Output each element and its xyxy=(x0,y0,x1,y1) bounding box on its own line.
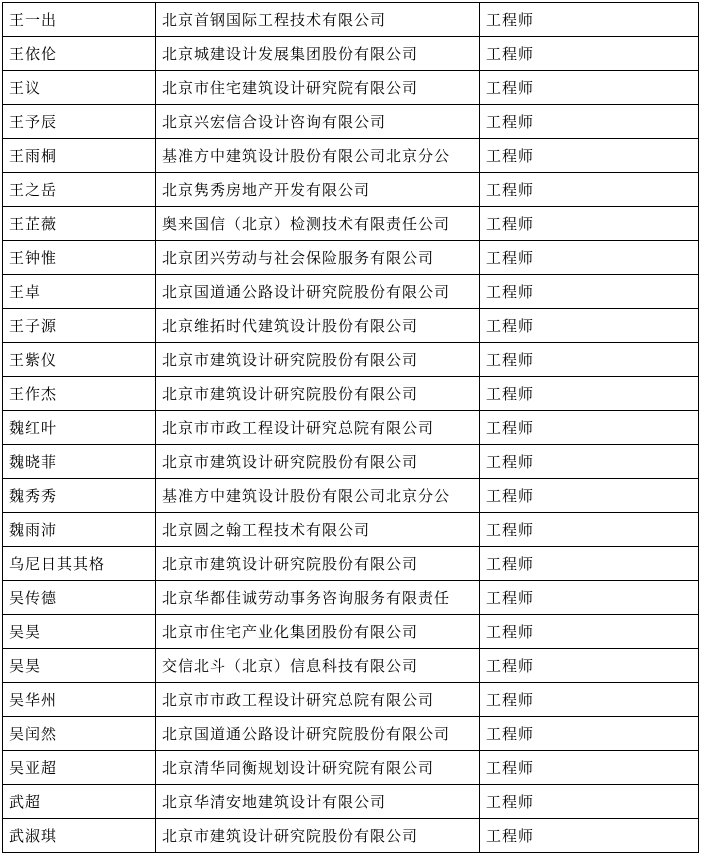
job-title-cell: 工程师 xyxy=(480,275,699,309)
person-name-cell: 乌尼日其其格 xyxy=(3,547,156,581)
job-title-cell: 工程师 xyxy=(480,513,699,547)
table-row xyxy=(3,479,699,513)
table-row xyxy=(3,547,699,581)
table-row xyxy=(3,785,699,819)
organization-cell: 北京首钢国际工程技术有限公司 xyxy=(156,3,480,37)
person-name-cell: 王予辰 xyxy=(3,105,156,139)
table-row xyxy=(3,343,699,377)
organization-cell: 北京国道通公路设计研究院股份有限公司 xyxy=(156,717,480,751)
job-title-cell: 工程师 xyxy=(480,105,699,139)
organization-cell: 北京市市政工程设计研究总院有限公司 xyxy=(156,683,480,717)
table-row xyxy=(3,615,699,649)
organization-cell: 北京市建筑设计研究院股份有限公司 xyxy=(156,377,480,411)
person-name-cell: 武淑琪 xyxy=(3,819,156,853)
job-title-cell: 工程师 xyxy=(480,785,699,819)
table-row xyxy=(3,309,699,343)
person-name-cell: 王一出 xyxy=(3,3,156,37)
person-name-cell: 王议 xyxy=(3,71,156,105)
person-name-cell: 魏红叶 xyxy=(3,411,156,445)
organization-cell: 北京市建筑设计研究院股份有限公司 xyxy=(156,819,480,853)
table-row xyxy=(3,37,699,71)
table-row xyxy=(3,411,699,445)
organization-cell: 北京华清安地建筑设计有限公司 xyxy=(156,785,480,819)
job-title-cell: 工程师 xyxy=(480,411,699,445)
job-title-cell: 工程师 xyxy=(480,309,699,343)
job-title-cell: 工程师 xyxy=(480,241,699,275)
person-name-cell: 王之岳 xyxy=(3,173,156,207)
table-row xyxy=(3,71,699,105)
job-title-cell: 工程师 xyxy=(480,683,699,717)
organization-cell: 北京清华同衡规划设计研究院有限公司 xyxy=(156,751,480,785)
table-row xyxy=(3,445,699,479)
organization-cell: 北京国道通公路设计研究院股份有限公司 xyxy=(156,275,480,309)
table-row xyxy=(3,377,699,411)
personnel-table xyxy=(2,2,699,853)
table-row xyxy=(3,105,699,139)
organization-cell: 北京市建筑设计研究院股份有限公司 xyxy=(156,445,480,479)
organization-cell: 北京团兴劳动与社会保险服务有限公司 xyxy=(156,241,480,275)
table-row xyxy=(3,173,699,207)
organization-cell: 北京市住宅建筑设计研究院有限公司 xyxy=(156,71,480,105)
organization-cell: 北京市市政工程设计研究总院有限公司 xyxy=(156,411,480,445)
person-name-cell: 王作杰 xyxy=(3,377,156,411)
person-name-cell: 王雨桐 xyxy=(3,139,156,173)
organization-cell: 奥来国信（北京）检测技术有限责任公司 xyxy=(156,207,480,241)
table-row xyxy=(3,3,699,37)
table-row xyxy=(3,139,699,173)
person-name-cell: 吴传德 xyxy=(3,581,156,615)
person-name-cell: 王紫仪 xyxy=(3,343,156,377)
job-title-cell: 工程师 xyxy=(480,173,699,207)
person-name-cell: 王依伦 xyxy=(3,37,156,71)
table-row xyxy=(3,207,699,241)
job-title-cell: 工程师 xyxy=(480,547,699,581)
table-row xyxy=(3,717,699,751)
job-title-cell: 工程师 xyxy=(480,377,699,411)
person-name-cell: 魏雨沛 xyxy=(3,513,156,547)
job-title-cell: 工程师 xyxy=(480,581,699,615)
table-row xyxy=(3,581,699,615)
person-name-cell: 王芷薇 xyxy=(3,207,156,241)
organization-cell: 北京市建筑设计研究院股份有限公司 xyxy=(156,343,480,377)
organization-cell: 北京市建筑设计研究院股份有限公司 xyxy=(156,547,480,581)
job-title-cell: 工程师 xyxy=(480,139,699,173)
person-name-cell: 武超 xyxy=(3,785,156,819)
job-title-cell: 工程师 xyxy=(480,751,699,785)
organization-cell: 北京隽秀房地产开发有限公司 xyxy=(156,173,480,207)
organization-cell: 北京华都佳诚劳动事务咨询服务有限责任 xyxy=(156,581,480,615)
table-row xyxy=(3,683,699,717)
job-title-cell: 工程师 xyxy=(480,207,699,241)
job-title-cell: 工程师 xyxy=(480,3,699,37)
organization-cell: 北京市住宅产业化集团股份有限公司 xyxy=(156,615,480,649)
person-name-cell: 王子源 xyxy=(3,309,156,343)
job-title-cell: 工程师 xyxy=(480,479,699,513)
organization-cell: 北京城建设计发展集团股份有限公司 xyxy=(156,37,480,71)
person-name-cell: 吴亚超 xyxy=(3,751,156,785)
person-name-cell: 魏晓菲 xyxy=(3,445,156,479)
job-title-cell: 工程师 xyxy=(480,343,699,377)
table-row xyxy=(3,241,699,275)
table-row xyxy=(3,751,699,785)
job-title-cell: 工程师 xyxy=(480,445,699,479)
organization-cell: 交信北斗（北京）信息科技有限公司 xyxy=(156,649,480,683)
table-row xyxy=(3,513,699,547)
person-name-cell: 王钟惟 xyxy=(3,241,156,275)
job-title-cell: 工程师 xyxy=(480,649,699,683)
table-row xyxy=(3,819,699,853)
person-name-cell: 吴闰然 xyxy=(3,717,156,751)
person-name-cell: 王卓 xyxy=(3,275,156,309)
organization-cell: 北京兴宏信合设计咨询有限公司 xyxy=(156,105,480,139)
person-name-cell: 吴华州 xyxy=(3,683,156,717)
job-title-cell: 工程师 xyxy=(480,819,699,853)
organization-cell: 北京维拓时代建筑设计股份有限公司 xyxy=(156,309,480,343)
table-row xyxy=(3,649,699,683)
person-name-cell: 吴昊 xyxy=(3,615,156,649)
organization-cell: 北京圆之翰工程技术有限公司 xyxy=(156,513,480,547)
person-name-cell: 吴昊 xyxy=(3,649,156,683)
job-title-cell: 工程师 xyxy=(480,71,699,105)
organization-cell: 基准方中建筑设计股份有限公司北京分公 xyxy=(156,139,480,173)
job-title-cell: 工程师 xyxy=(480,717,699,751)
job-title-cell: 工程师 xyxy=(480,37,699,71)
table-row xyxy=(3,275,699,309)
personnel-table-body xyxy=(3,3,699,853)
person-name-cell: 魏秀秀 xyxy=(3,479,156,513)
job-title-cell: 工程师 xyxy=(480,615,699,649)
organization-cell: 基准方中建筑设计股份有限公司北京分公 xyxy=(156,479,480,513)
